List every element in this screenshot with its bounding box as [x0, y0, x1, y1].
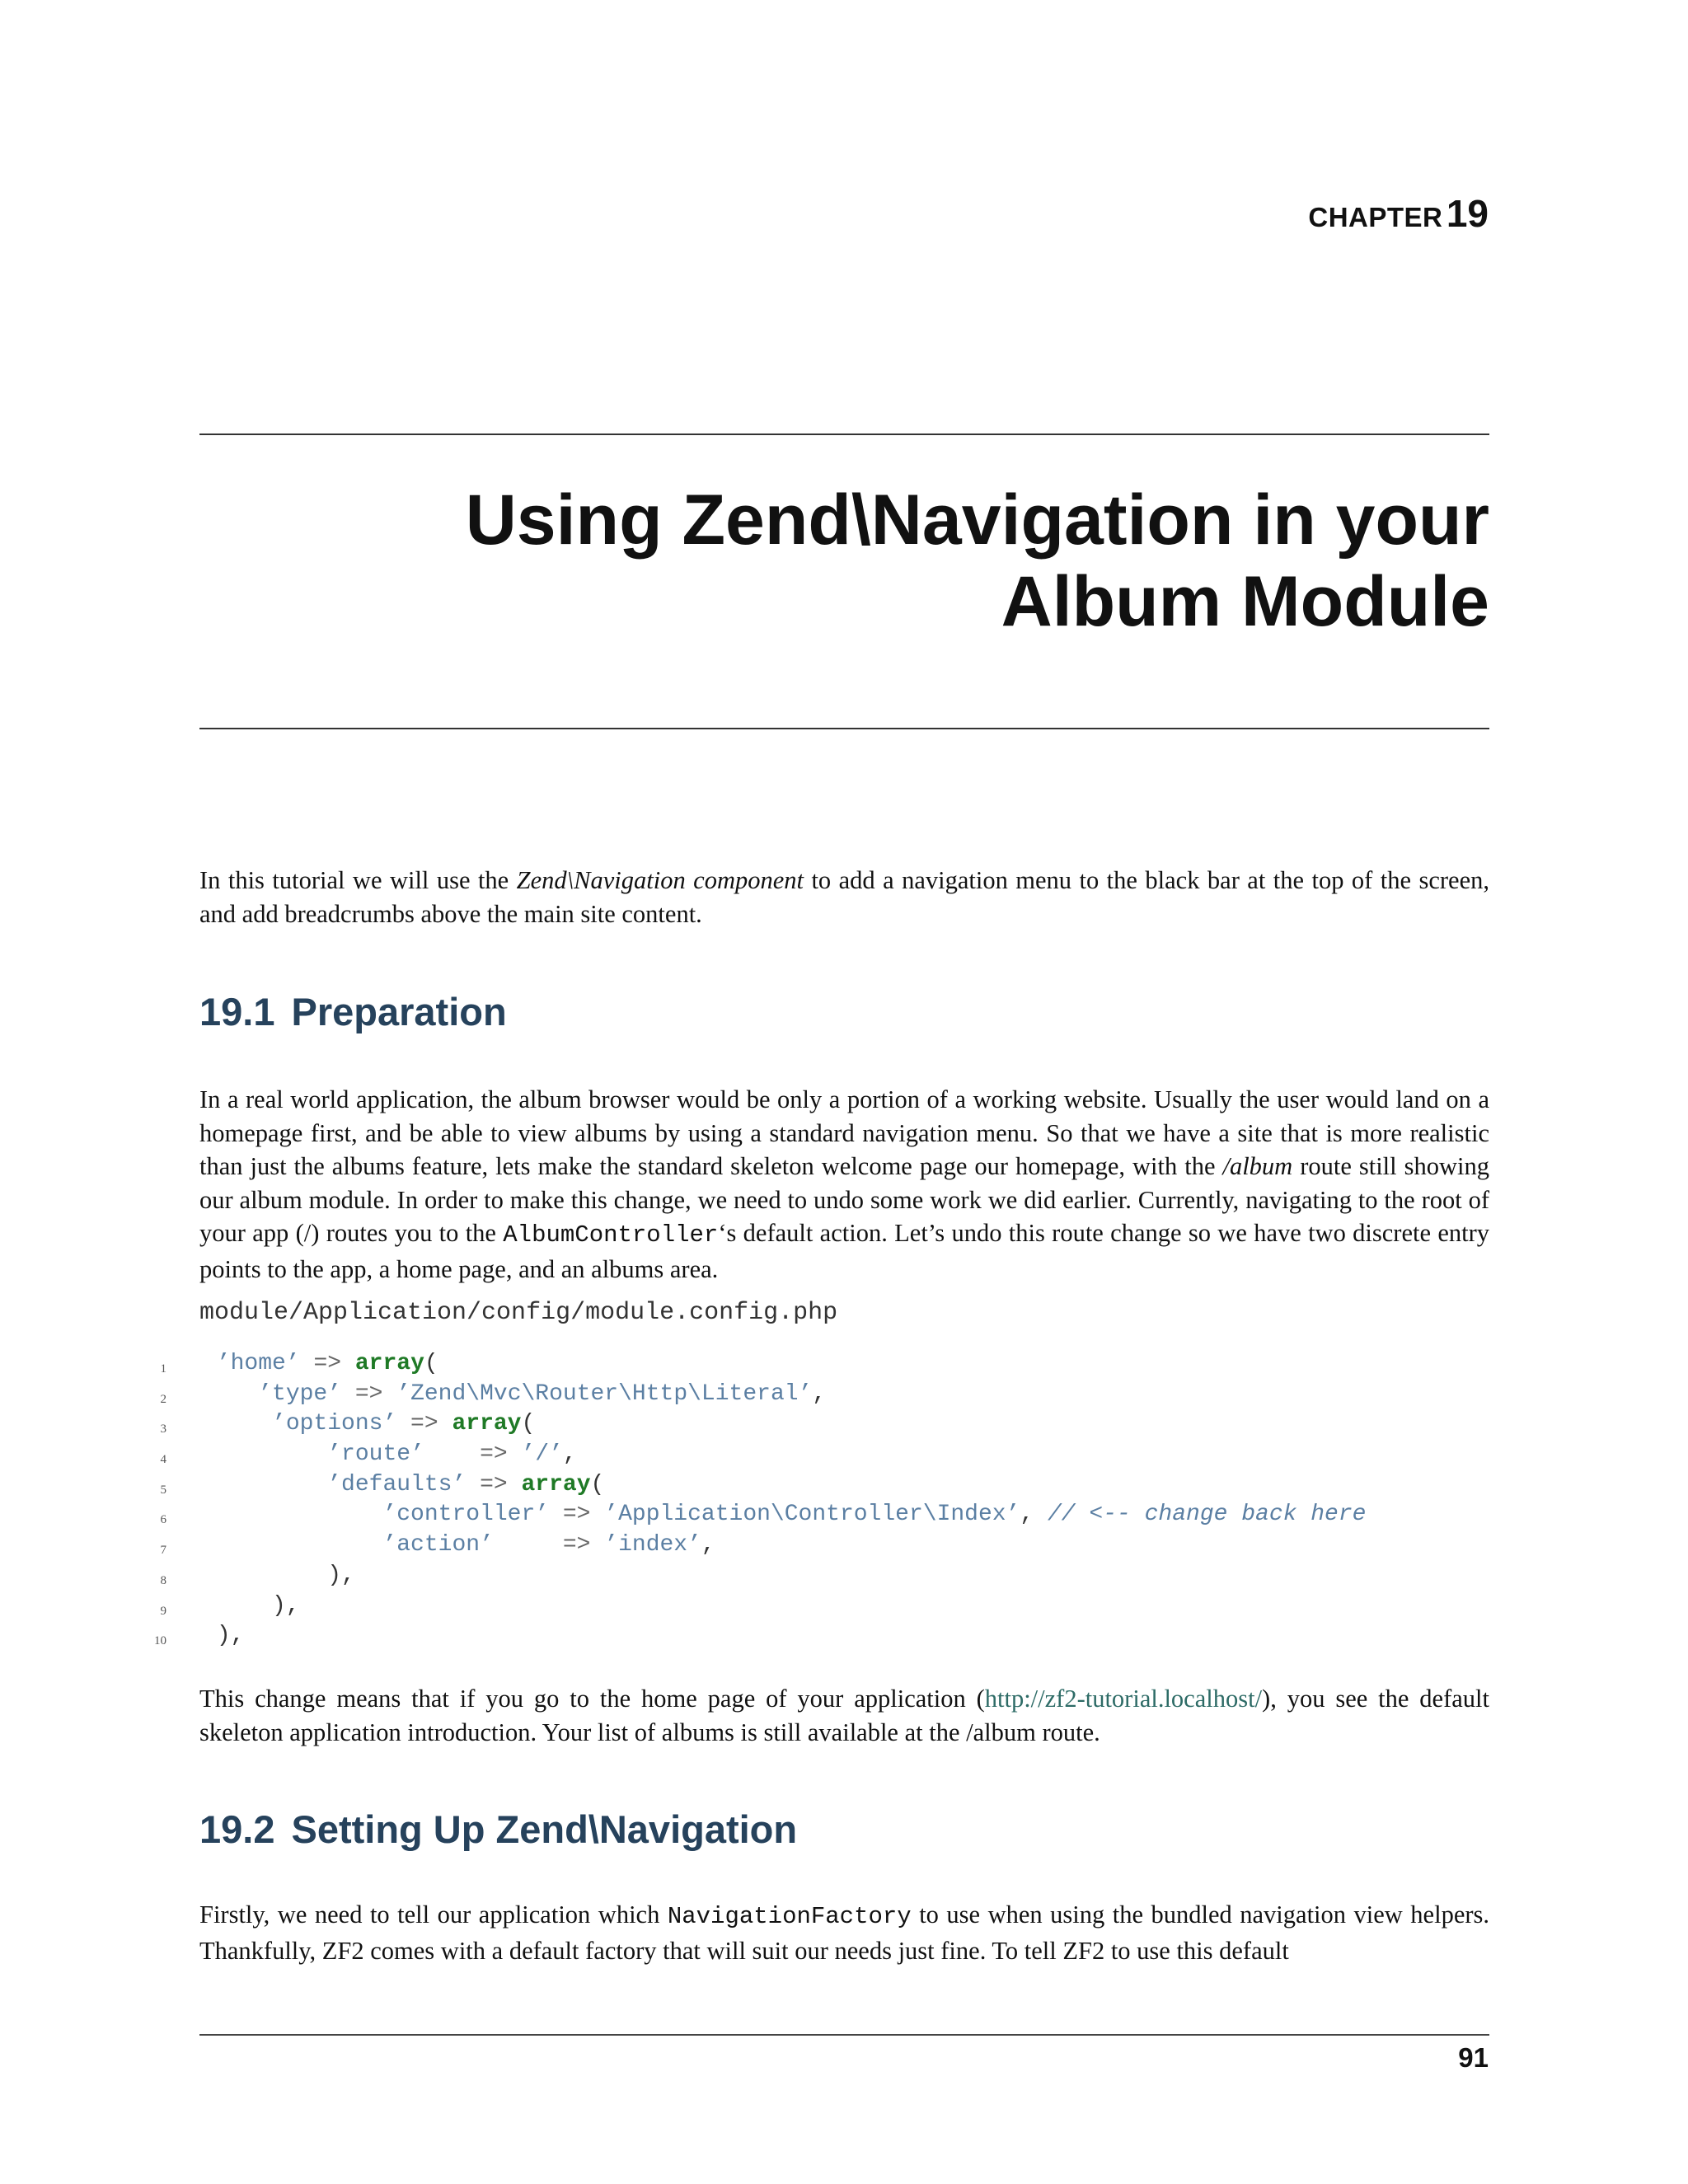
prep-text-3: ‘s default action. Let’s undo this route change so we have two discrete entry points to the app, a home page, and an albums area.: [199, 1219, 1489, 1283]
code-string: ’defaults’: [327, 1471, 467, 1497]
code-operator: =>: [424, 1441, 522, 1468]
chapter-label: [1308, 191, 1489, 236]
prep-text-1: In a real world application, the album browser would be only a portion of a working website. Usually the user would land on a homepage first, and be able to view albums by using a standard navigation menu. So that we have a site that is more realistic than just the albums feature, lets make the standard skeleton welcome page our homepage, with the: [199, 1085, 1489, 1180]
code-punctuation: ,: [1020, 1502, 1048, 1528]
code-text: [203, 1530, 715, 1561]
code-operator: =>: [341, 1380, 397, 1407]
code-operator: =>: [466, 1471, 522, 1497]
line-number: 1: [160, 1362, 166, 1376]
code-line: [140, 1440, 1492, 1470]
code-string: ’/’: [521, 1441, 563, 1468]
code-string: ’Zend\Mvc\Router\Http\Literal’: [396, 1380, 813, 1407]
code-text: [203, 1440, 577, 1470]
code-line: [140, 1470, 1492, 1501]
footer-rule: [199, 2034, 1489, 2036]
change-text-1: This change means that if you go to the home page of your application (: [199, 1685, 985, 1713]
code-string: ’options’: [272, 1411, 397, 1437]
code-punctuation: ),: [327, 1562, 355, 1588]
setup-text-2: to use when using the bundled navigation view helpers. Thankfully, ZF2 comes with a default factory that will suit our needs just fine. To tell ZF2 to use this default: [199, 1900, 1490, 1965]
code-operator: =>: [493, 1532, 605, 1558]
code-punctuation: ,: [812, 1380, 827, 1407]
code-text: [203, 1349, 438, 1380]
setup-paragraph: [199, 1898, 1489, 1967]
line-number: 7: [160, 1544, 166, 1558]
code-punctuation: ,: [701, 1532, 715, 1558]
section-heading-setting-up: [199, 1807, 797, 1852]
code-indent: [203, 1532, 382, 1558]
code-indent: [203, 1623, 217, 1648]
code-text: [203, 1380, 826, 1410]
code-indent: [203, 1502, 382, 1527]
code-comment: // <-- change back here: [1048, 1502, 1367, 1528]
code-string: ’Application\Controller\Index’: [604, 1502, 1020, 1528]
code-string: ’home’: [216, 1351, 300, 1376]
chapter-word: CHAPTER: [1308, 202, 1443, 232]
code-line: [140, 1349, 1492, 1380]
code-line: [140, 1530, 1492, 1561]
line-number: 6: [160, 1513, 166, 1527]
code-text: [203, 1591, 300, 1622]
code-indent: [203, 1472, 327, 1497]
code-filename: module/Application/config/module.config.php: [199, 1299, 838, 1327]
code-indent: [203, 1381, 258, 1407]
code-operator: =>: [299, 1351, 355, 1376]
code-string: ’route’: [327, 1441, 424, 1468]
title-bottom-rule: [199, 728, 1489, 729]
code-text: [203, 1500, 1366, 1530]
code-punctuation: ),: [216, 1623, 245, 1649]
intro-text-before: In this tutorial we will use the: [199, 866, 517, 894]
code-line: [140, 1380, 1492, 1410]
code-keyword: array: [452, 1411, 522, 1437]
code-keyword: array: [354, 1351, 424, 1376]
code-punctuation: ,: [562, 1441, 577, 1468]
section-title: Setting Up Zend\Navigation: [291, 1807, 798, 1851]
code-text: [203, 1561, 355, 1591]
code-text: [203, 1470, 604, 1501]
code-indent: [203, 1441, 327, 1467]
code-indent: [203, 1593, 272, 1619]
section-number: 19.1: [199, 990, 275, 1033]
code-keyword: array: [521, 1471, 591, 1497]
code-punctuation: (: [590, 1471, 605, 1497]
setup-text-1: Firstly, we need to tell our application which: [199, 1900, 668, 1929]
change-text-2: ), you see the default skeleton application introduction. Your list of albums is still available at the /album route.: [199, 1685, 1489, 1746]
chapter-number: 19: [1446, 192, 1489, 235]
code-string: ’action’: [382, 1532, 494, 1558]
code-line: [140, 1500, 1492, 1530]
section-title: Preparation: [291, 990, 507, 1033]
change-explanation-paragraph: [199, 1682, 1489, 1749]
code-text: [203, 1621, 244, 1652]
code-string: ’type’: [258, 1380, 342, 1407]
intro-paragraph: [199, 864, 1489, 930]
title-top-rule: [199, 434, 1489, 435]
code-indent: [203, 1563, 327, 1588]
album-route-emphasis: /album: [1222, 1152, 1293, 1180]
chapter-title: Using Zend\Navigation in your Album Module: [465, 480, 1489, 641]
code-punctuation: ),: [272, 1592, 300, 1619]
code-string: ’controller’: [382, 1502, 550, 1528]
line-number: 8: [160, 1573, 166, 1587]
album-controller-code: AlbumController: [503, 1221, 719, 1249]
code-line: [140, 1621, 1492, 1652]
line-number: 9: [160, 1604, 166, 1618]
page-number: 91: [1458, 2042, 1489, 2073]
code-punctuation: (: [424, 1351, 438, 1376]
prep-text-2: route still showing our album module. In order to make this change, we need to undo some work we did earlier. Currently, navigating to the root of your app (/) routes you to the: [199, 1152, 1489, 1247]
navigation-factory-code: NavigationFactory: [667, 1903, 912, 1930]
code-text: [203, 1409, 535, 1440]
tutorial-localhost-link[interactable]: http://zf2-tutorial.localhost/: [984, 1685, 1263, 1713]
code-block: [140, 1349, 1492, 1652]
code-indent: [203, 1411, 272, 1436]
intro-text-after: to add a navigation menu to the black bar at the top of the screen, and add breadcrumbs above the main site content.: [199, 866, 1489, 928]
code-indent: [203, 1351, 217, 1376]
line-number: 3: [160, 1422, 166, 1436]
code-line: [140, 1409, 1492, 1440]
section-heading-preparation: [199, 989, 507, 1034]
code-line: [140, 1561, 1492, 1591]
code-operator: =>: [396, 1411, 452, 1437]
line-number: 10: [154, 1634, 166, 1648]
intro-emphasis: Zend\Navigation component: [516, 866, 804, 894]
line-number: 5: [160, 1483, 166, 1497]
code-string: ’index’: [604, 1532, 701, 1558]
code-line: [140, 1591, 1492, 1622]
line-number: 4: [160, 1453, 166, 1467]
preparation-paragraph: [199, 1083, 1489, 1286]
code-punctuation: (: [521, 1411, 536, 1437]
section-number: 19.2: [199, 1807, 275, 1851]
code-operator: =>: [549, 1502, 605, 1528]
line-number: 2: [160, 1392, 166, 1406]
